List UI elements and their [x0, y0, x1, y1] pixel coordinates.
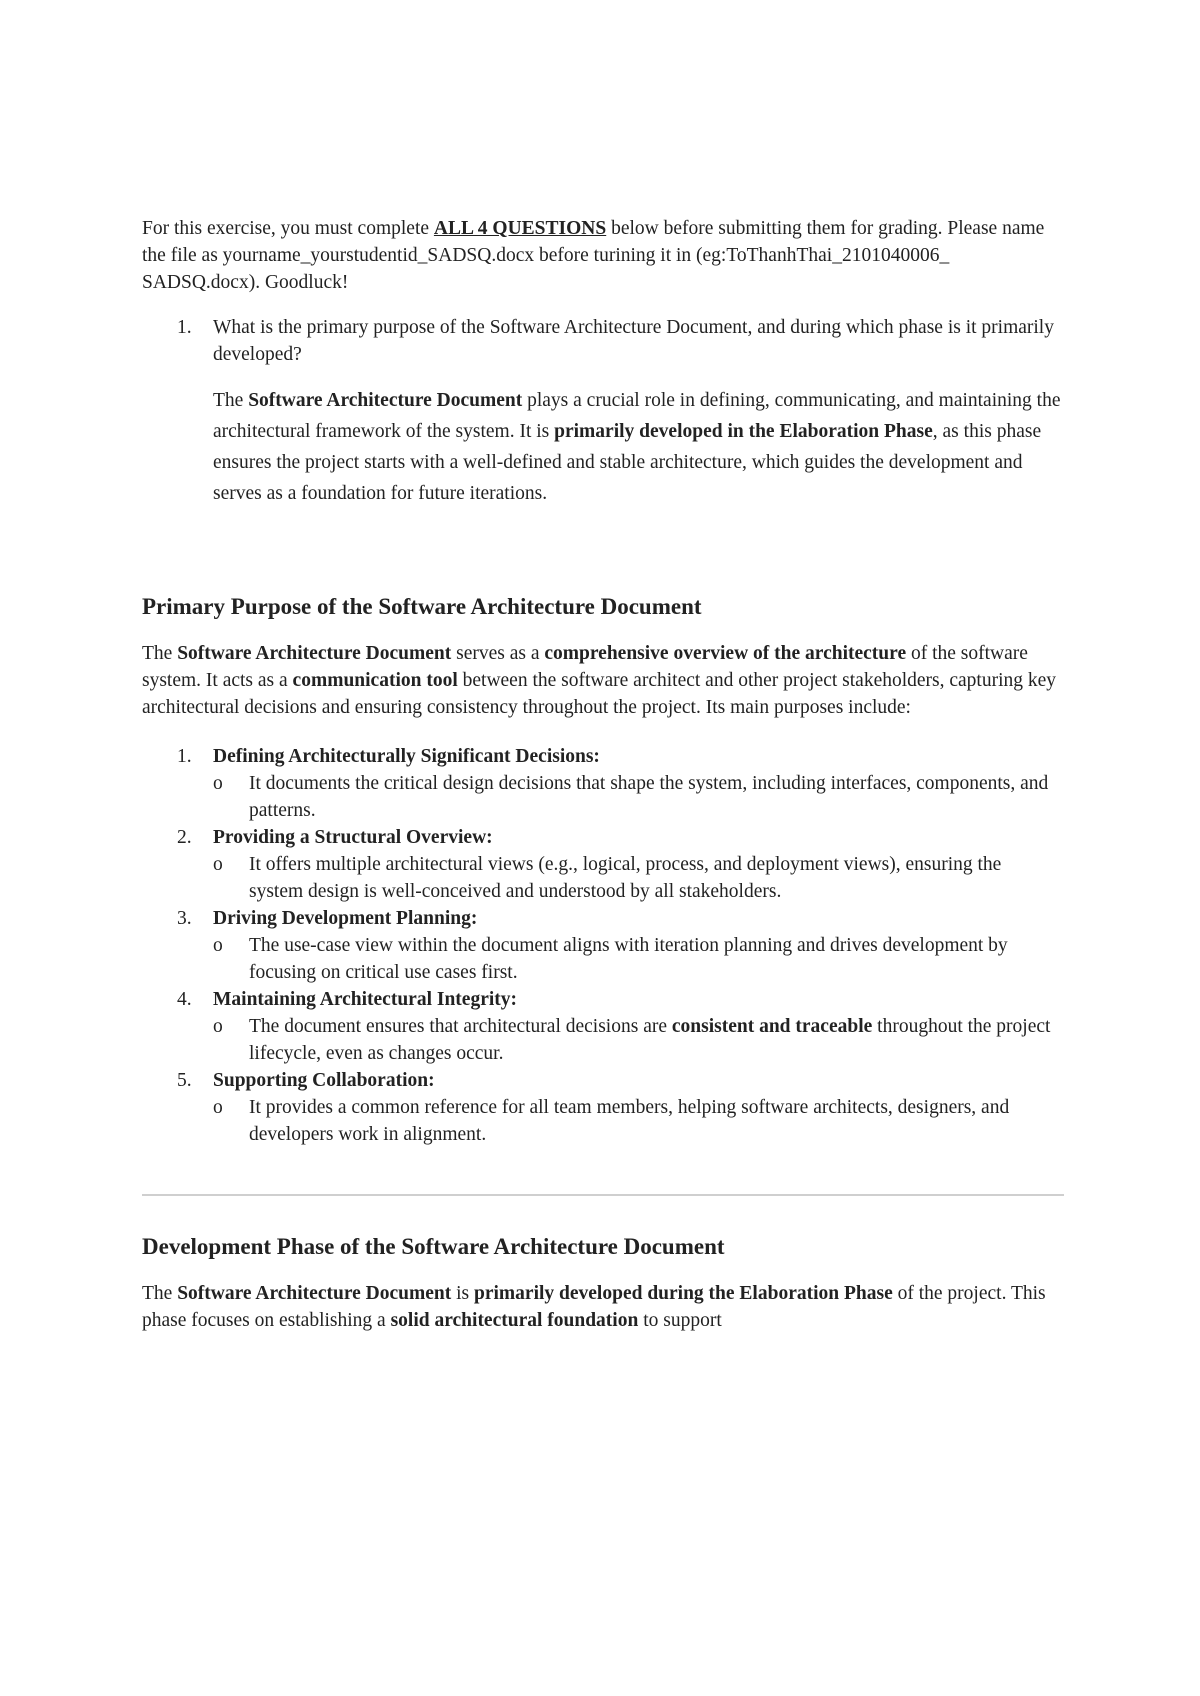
question-text: What is the primary purpose of the Software Architecture Document, and during which phase is it primarily developed?: [213, 317, 1054, 365]
para-bold: comprehensive overview of the architecture: [544, 643, 907, 664]
para-text: to support: [638, 1310, 722, 1331]
list-item-title: Defining Architecturally Significant Decisions:: [213, 746, 600, 767]
para-text: The: [142, 643, 178, 664]
list-item: [142, 824, 1067, 905]
document-page: [142, 215, 1067, 1334]
list-item-title: Maintaining Architectural Integrity:: [213, 989, 518, 1010]
sub-item-text: The use-case view within the document aligns with iteration planning and drives development by focusing on critical use cases first.: [249, 935, 1008, 983]
list-item: [142, 743, 1067, 824]
sub-item: [213, 770, 1067, 824]
bullet-icon: o: [213, 773, 223, 794]
bullet-icon: o: [213, 1016, 223, 1037]
purpose-paragraph: [142, 640, 1067, 721]
para-text: of the project. This phase focuses on establishing a: [142, 1283, 1046, 1331]
list-item-title: Supporting Collaboration:: [213, 1070, 435, 1091]
para-bold: Software Architecture Document: [177, 1283, 452, 1304]
list-number: 3.: [177, 908, 192, 929]
para-bold: communication tool: [292, 670, 458, 691]
bullet-icon: o: [213, 854, 223, 875]
sub-item-text: It provides a common reference for all team members, helping software architects, designers, and developers work in alignment.: [249, 1097, 1010, 1145]
para-bold: primarily developed during the Elaboration Phase: [474, 1283, 893, 1304]
para-text: serves as a: [451, 643, 545, 664]
horizontal-divider: [142, 1194, 1064, 1196]
list-number: 5.: [177, 1070, 192, 1091]
intro-text-end: below before submitting them for grading. Please name the file as yourname_yourstudentid_SADSQ.docx before turining it in (eg:ToThanhThai_2101040006_ SADSQ.docx). Goodluck!: [142, 218, 1045, 293]
section-heading-purpose: Primary Purpose of the Software Architecture Document: [142, 594, 702, 619]
intro-paragraph: [142, 215, 1067, 296]
para-text: The: [142, 1283, 178, 1304]
bullet-icon: o: [213, 935, 223, 956]
list-item: [142, 986, 1067, 1067]
list-item: [142, 1067, 1067, 1148]
para-text: between the software architect and other project stakeholders, capturing key architectural decisions and ensuring consistency throughout the project. Its main purposes include:: [142, 670, 1057, 718]
purpose-list: [142, 743, 1067, 1148]
list-number: 4.: [177, 989, 192, 1010]
answer-bold: Software Architecture Document: [248, 390, 523, 411]
para-text: is: [451, 1283, 474, 1304]
question-item: [142, 314, 1067, 368]
para-bold: Software Architecture Document: [177, 643, 452, 664]
answer-bold: primarily developed in the Elaboration Phase: [554, 421, 933, 442]
answer-text: plays a crucial role in defining, communicating, and maintaining the architectural framework of the system. It is: [213, 390, 1061, 442]
list-number: 2.: [177, 827, 192, 848]
section-heading-development: Development Phase of the Software Architecture Document: [142, 1234, 725, 1259]
development-paragraph: [142, 1280, 1067, 1334]
intro-text-start: For this exercise, you must complete: [142, 218, 434, 239]
sub-item-text: It offers multiple architectural views (e.g., logical, process, and deployment views), ensuring the system design is well-conceived and understood by all stakeholders.: [249, 854, 1002, 902]
question-answer: [142, 385, 1067, 509]
answer-text: The: [213, 390, 249, 411]
list-item-title: Driving Development Planning:: [213, 908, 478, 929]
list-item-title: Providing a Structural Overview:: [213, 827, 493, 848]
sub-item: [213, 932, 1067, 986]
para-bold: solid architectural foundation: [390, 1310, 639, 1331]
para-text: of the software system. It acts as a: [142, 643, 1028, 691]
bullet-icon: o: [213, 1097, 223, 1118]
sub-item: [213, 1094, 1067, 1148]
sub-item-text: The document ensures that architectural decisions are consistent and traceable throughout the project lifecycle, even as changes occur.: [249, 1016, 1051, 1064]
intro-emphasis: ALL 4 QUESTIONS: [433, 218, 607, 239]
sub-item-text: It documents the critical design decisions that shape the system, including interfaces, components, and patterns.: [249, 773, 1049, 821]
list-item: [142, 905, 1067, 986]
answer-text: , as this phase ensures the project starts with a well-defined and stable architecture, which guides the development and serves as a foundation for future iterations.: [213, 421, 1042, 504]
question-number: 1.: [177, 317, 192, 338]
sub-item: [213, 1013, 1067, 1067]
list-number: 1.: [177, 746, 192, 767]
sub-item: [213, 851, 1067, 905]
